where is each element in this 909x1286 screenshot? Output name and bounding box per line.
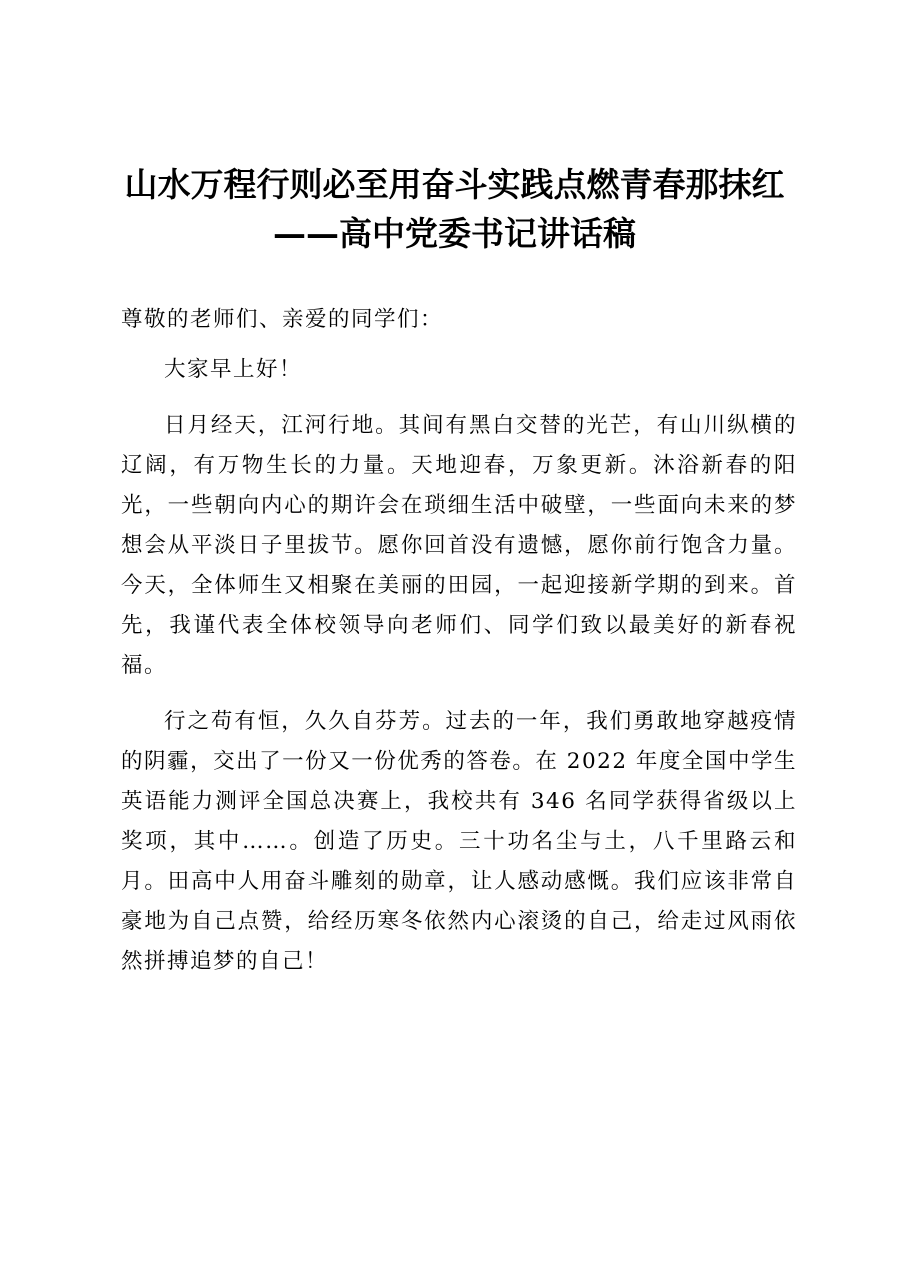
body-paragraph-2: 行之苟有恒，久久自芬芳。过去的一年，我们勇敢地穿越疫情的阴霾，交出了一份又一份优秀的答卷。在 2022 年度全国中学生英语能力测评全国总决赛上，我校共有 346 名同学获得省级以上奖项，其中……。创造了历史。三十功名尘与土，八千里路云和月。田高中人用奋斗雕刻的勋章，让人感动感慨。我们应该非常自豪地为自己点赞，给经历寒冬依然内心滚烫的自己，给走过风雨依然拼搏追梦的自己！ [121, 709, 797, 974]
body-paragraph-1: 日月经天，江河行地。其间有黑白交替的光芒，有山川纵横的辽阔，有万物生长的力量。天地迎春，万象更新。沐浴新春的阳光，一些朝向内心的期许会在琐细生活中破壁，一些面向未来的梦想会从平淡日子里拔节。愿你回首没有遗憾，愿你前行饱含力量。今天，全体师生又相聚在美丽的田园，一起迎接新学期的到来。首先，我谨代表全体校领导向老师们、同学们致以最美好的新春祝福。 [121, 413, 797, 678]
document-title [0, 160, 909, 258]
title-line-main: 山水万程行则必至用奋斗实践点燃青春那抹红 [124, 165, 785, 204]
document-body [121, 300, 797, 998]
salutation: 尊敬的老师们、亲爱的同学们： [121, 307, 444, 332]
greeting: 大家早上好！ [164, 357, 303, 382]
title-line-subtitle: ——高中党委书记讲话稿 [273, 214, 636, 253]
